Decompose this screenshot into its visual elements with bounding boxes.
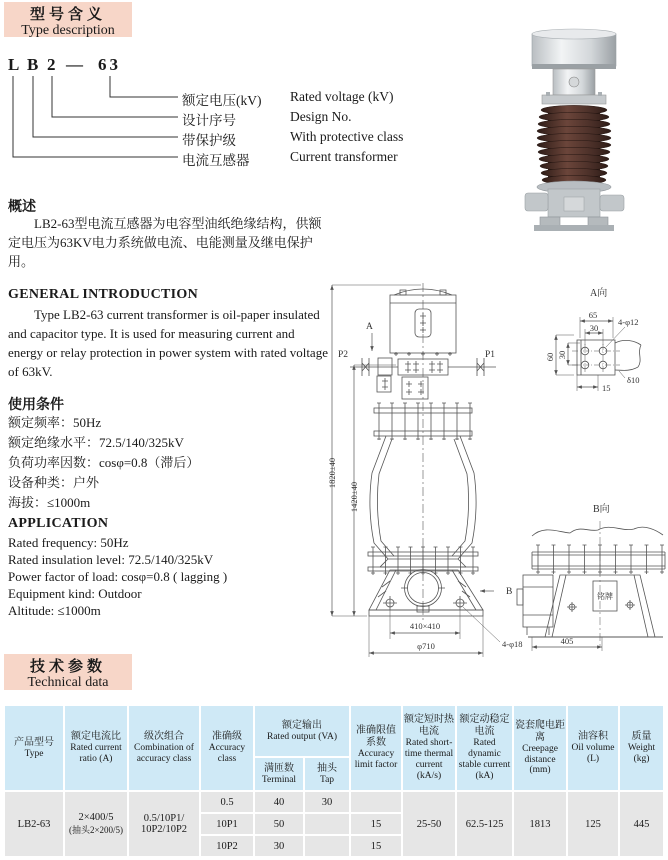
cell-combination [129,792,199,856]
conditions-list-zh [8,413,326,513]
col-type-zh: 产品型号 [14,736,54,748]
col-combination-zh: 级次组合 [144,731,184,743]
col-terminal-en: Terminal [261,774,297,785]
application-list-en [8,534,330,619]
overview-body-zh: LB2-63型电流互感器为电容型油纸绝缘结构，供额定电压为63KV电力系统做电流、电能测量及继电保护用。 [8,216,322,269]
col-accuracy-en: Accuracy class [208,743,246,764]
type-label-zh-ct: 电流互感器 [182,153,250,168]
cell-tap-0: 30 [305,792,349,812]
technical-data-table [3,704,665,858]
view-a-title: A向 [590,288,608,299]
photo-head [532,29,616,104]
front-view-dimensions [332,285,500,657]
col-weight-zh: 质量 [631,731,652,743]
condition-zh-powerfactor: 负荷功率因数：cosφ=0.8（滞后） [8,455,200,470]
col-header-output [255,706,349,756]
overview-title-zh: 概述 [8,200,36,215]
view-arrow-b: B [506,587,513,597]
col-tap-zh: 抽头 [317,762,337,774]
type-label-en-protective: With protective class [290,129,404,144]
type-label-zh-voltage: 额定电压(kV) [182,93,262,108]
terminal-p1-label: P1 [485,350,496,360]
dim-a-thickness: δ10 [627,375,640,385]
view-a [572,327,641,378]
technical-title-en: Technical data [27,675,109,690]
product-photo [496,24,658,238]
cell-terminal-0: 40 [255,792,303,812]
outline-drawing [322,275,668,683]
cell-limit-2: 15 [351,836,401,856]
cell-weight: 445 [620,792,663,856]
type-description-title-zh: 型号含义 [29,7,106,23]
col-oil-zh: 油容积 [578,731,609,743]
dim-a-width-outer: 65 [588,310,598,320]
cell-ratio-line2: (抽头2×200/5) [68,825,124,835]
dim-a-height-inner: 30 [557,350,567,360]
col-header-type [5,706,63,790]
cell-ratio-line1: 2×400/5 [78,812,114,823]
photo-porcelain-insulator [537,105,611,184]
nameplate-label: 铭牌 [597,592,613,601]
type-label-zh-protective: 带保护级 [182,133,236,148]
application-en-kind: Equipment kind: Outdoor [8,586,142,601]
col-header-thermal [403,706,455,790]
technical-data-header [4,654,132,690]
terminal-p2-label: P2 [338,350,349,360]
col-accuracy-zh: 准确级 [212,731,242,743]
code-letter-2: 2 [47,55,56,74]
dim-b-width: 405 [560,636,574,646]
col-limit-en: Accuracy limit factor [354,749,398,770]
dim-height-total: 1820±40 [327,457,337,489]
col-header-weight [620,706,663,790]
col-weight-en: Weight (kg) [627,743,656,764]
col-output-en: Rated output (VA) [267,731,338,742]
photo-base [525,181,624,231]
col-header-dynamic [457,706,512,790]
col-header-combination [129,706,199,790]
cell-tap-2 [305,836,349,856]
dim-base-square: 410×410 [409,621,441,631]
cell-type: LB2-63 [5,792,63,856]
col-dynamic-en: Rated dynamic stable current (kA) [458,738,511,781]
cell-terminal-2: 30 [255,836,303,856]
condition-zh-altitude: 海拔：≤1000m [8,495,91,510]
type-label-en-ct: Current transformer [290,149,398,164]
col-ratio-zh: 额定电流比 [71,731,121,743]
col-oil-en: Oil volume (L) [571,743,615,764]
col-dynamic-zh: 额定动稳定电流 [459,714,510,738]
type-label-en-voltage: Rated voltage (kV) [290,89,394,104]
table-row [5,792,663,812]
condition-zh-frequency: 额定频率：50Hz [8,415,102,430]
condition-zh-insulation: 额定绝缘水平：72.5/140/325kV [8,435,184,450]
cell-thermal: 25-50 [403,792,455,856]
col-terminal-zh: 满匝数 [264,762,294,774]
code-dash: — [66,55,83,74]
cell-accuracy-0: 0.5 [201,792,253,812]
col-output-zh: 额定输出 [282,719,322,731]
col-header-oil [568,706,618,790]
type-label-zh-design: 设计序号 [182,113,236,128]
technical-title-zh: 技术参数 [29,659,106,675]
dim-base-diameter: φ710 [417,641,435,651]
col-header-creepage [514,706,566,790]
code-letter-l: L [8,55,20,74]
code-number-63: 63 [98,55,121,74]
col-combination-en: Combination of accuracy class [134,743,194,764]
col-creepage-zh: 瓷套爬电距离 [515,719,566,743]
application-en-powerfactor: Power factor of load: cosφ=0.8 ( lagging ) [8,569,228,584]
application-en-altitude: Altitude: ≤1000m [8,603,101,618]
view-arrow-a: A [366,322,373,332]
col-limit-zh: 准确限值系数 [356,725,397,749]
col-thermal-zh: 额定短时热电流 [404,714,455,738]
col-header-terminal [255,758,303,790]
col-tap-en: Tap [319,774,335,785]
overview-title-en: GENERAL INTRODUCTION [8,287,198,302]
col-header-limit [351,706,401,790]
cell-dynamic: 62.5-125 [457,792,512,856]
cell-tap-1 [305,814,349,834]
view-b-title: B向 [593,504,610,515]
cell-accuracy-2: 10P2 [201,836,253,856]
application-title-en: APPLICATION [8,516,109,531]
type-description-title-en: Type description [21,23,115,38]
col-creepage-en: Creepage distance (mm) [522,743,558,776]
cell-terminal-1: 50 [255,814,303,834]
col-header-ratio [65,706,127,790]
dim-height-body: 1420±40 [349,481,359,513]
cell-oil: 125 [568,792,618,856]
cell-limit-1: 15 [351,814,401,834]
overview-body-en: Type LB2-63 current transformer is oil-paper insulated and capacitor type. It is used for measuring current and energy or relay protection in power system with rated voltage of 63kV. [8,307,328,379]
cell-creepage: 1813 [514,792,566,856]
dim-base-holes: 4-φ18 [502,639,523,649]
cell-ratio [65,792,127,856]
col-thermal-en: Rated short-time thermal current (kA/s) [404,738,454,781]
cell-combination-line1: 0.5/10P1/ [143,813,185,824]
cell-combination-line2: 10P2/10P2 [140,824,188,835]
application-en-frequency: Rated frequency: 50Hz [8,535,129,550]
col-type-en: Type [24,748,44,759]
col-header-tap [305,758,349,790]
dim-a-height-outer: 60 [545,352,555,362]
cell-limit-0 [351,792,401,812]
condition-zh-kind: 设备种类：户外 [8,475,100,490]
dim-a-holes: 4-φ12 [618,317,639,327]
type-label-en-design: Design No. [290,109,352,124]
view-b [517,521,665,647]
code-letter-b: B [27,55,39,74]
application-en-insulation: Rated insulation level: 72.5/140/325kV [8,552,214,567]
cell-accuracy-1: 10P1 [201,814,253,834]
dim-a-bottom: 15 [602,383,611,393]
col-header-accuracy [201,706,253,790]
col-ratio-en: Rated current ratio (A) [70,743,122,764]
dim-a-width-inner: 30 [589,323,599,333]
conditions-title-zh: 使用条件 [8,398,64,413]
